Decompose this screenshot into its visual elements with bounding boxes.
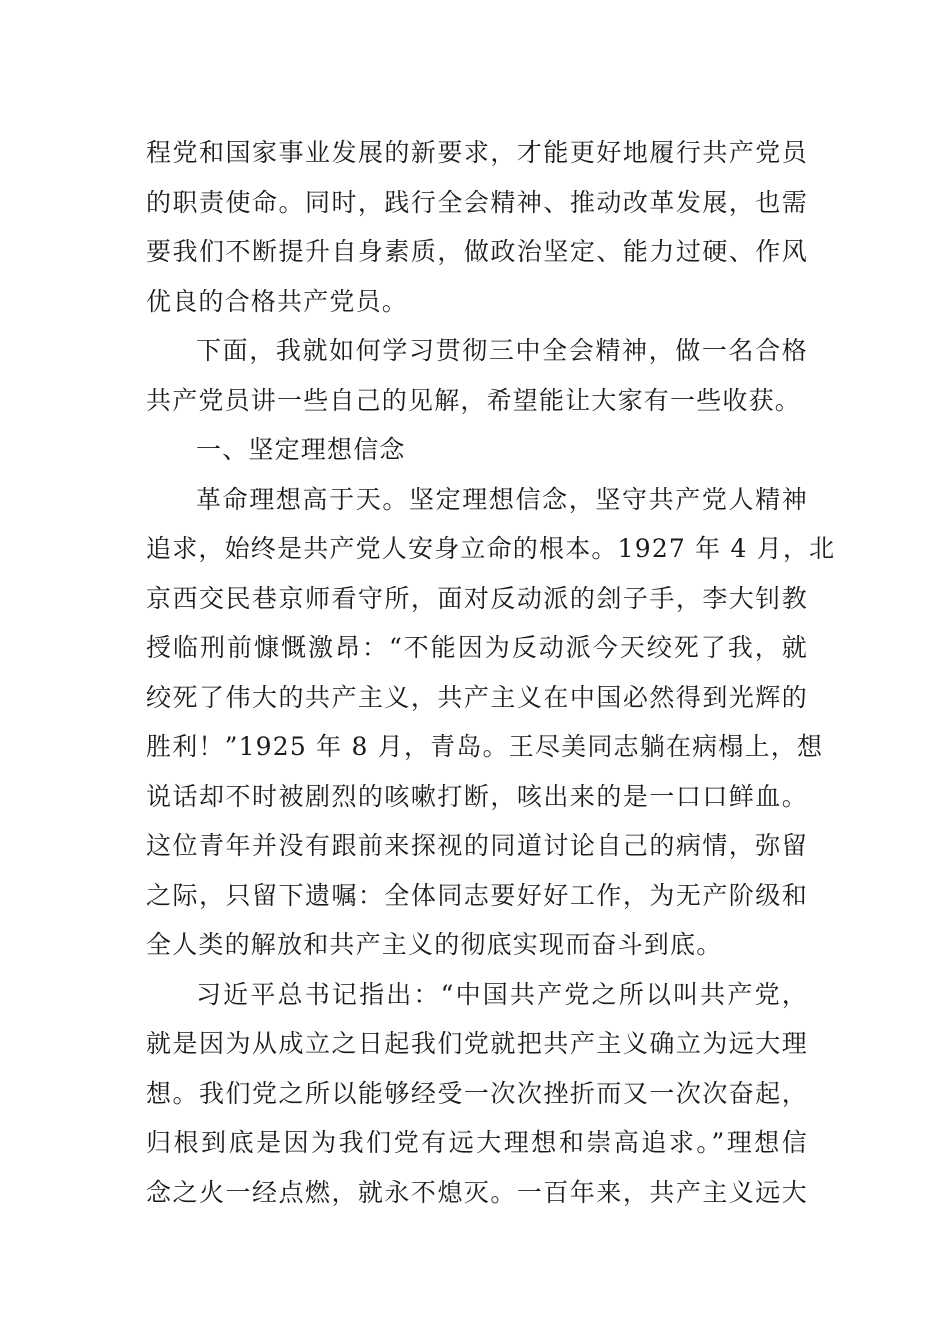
text-line: 习近平总书记指出：“中国共产党之所以叫共产党， [196, 979, 808, 1009]
text-line: 归根到底是因为我们党有远大理想和崇高追求。”理想信 [146, 1128, 808, 1157]
text-line: 说话却不时被剧烈的咳嗽打断，咳出来的是一口口鲜血。 [146, 781, 808, 811]
text-line: 全人类的解放和共产主义的彻底实现而奋斗到底。 [146, 930, 723, 959]
text-line: 追求，始终是共产党人安身立命的根本。1927 年 4 月，北 [146, 534, 836, 563]
text-line: 革命理想高于天。坚定理想信念，坚守共产党人精神 [196, 484, 808, 514]
text-line: 这位青年并没有跟前来探视的同道讨论自己的病情，弥留 [146, 831, 808, 860]
document-body [146, 128, 836, 1217]
text-line: 程党和国家事业发展的新要求，才能更好地履行共产党员 [146, 138, 808, 167]
text-line: 共产党员讲一些自己的见解，希望能让大家有一些收获。 [146, 385, 802, 415]
text-line: 授临刑前慷慨激昂：“不能因为反动派今天绞死了我，就 [146, 633, 808, 662]
text-line: 之际，只留下遗嘱：全体同志要好好工作，为无产阶级和 [146, 880, 808, 910]
text-line: 绞死了伟大的共产主义，共产主义在中国必然得到光辉的 [146, 682, 808, 712]
text-line: 优良的合格共产党员。 [146, 286, 409, 316]
text-line: 要我们不断提升自身素质，做政治坚定、能力过硬、作风 [146, 237, 808, 266]
text-line: 下面，我就如何学习贯彻三中全会精神，做一名合格 [196, 336, 808, 365]
text-line: 想。我们党之所以能够经受一次次挫折而又一次次奋起， [146, 1078, 808, 1108]
text-line: 的职责使命。同时，践行全会精神、推动改革发展，也需 [146, 187, 808, 217]
section-heading: 一、坚定理想信念 [196, 435, 406, 464]
text-line: 念之火一经点燃，就永不熄灭。一百年来，共产主义远大 [146, 1177, 808, 1207]
text-line: 胜利！”1925 年 8 月，青岛。王尽美同志躺在病榻上，想 [146, 732, 824, 761]
text-line: 京西交民巷京师看守所，面对反动派的刽子手，李大钊教 [146, 583, 808, 613]
text-line: 就是因为从成立之日起我们党就把共产主义确立为远大理 [146, 1029, 808, 1058]
